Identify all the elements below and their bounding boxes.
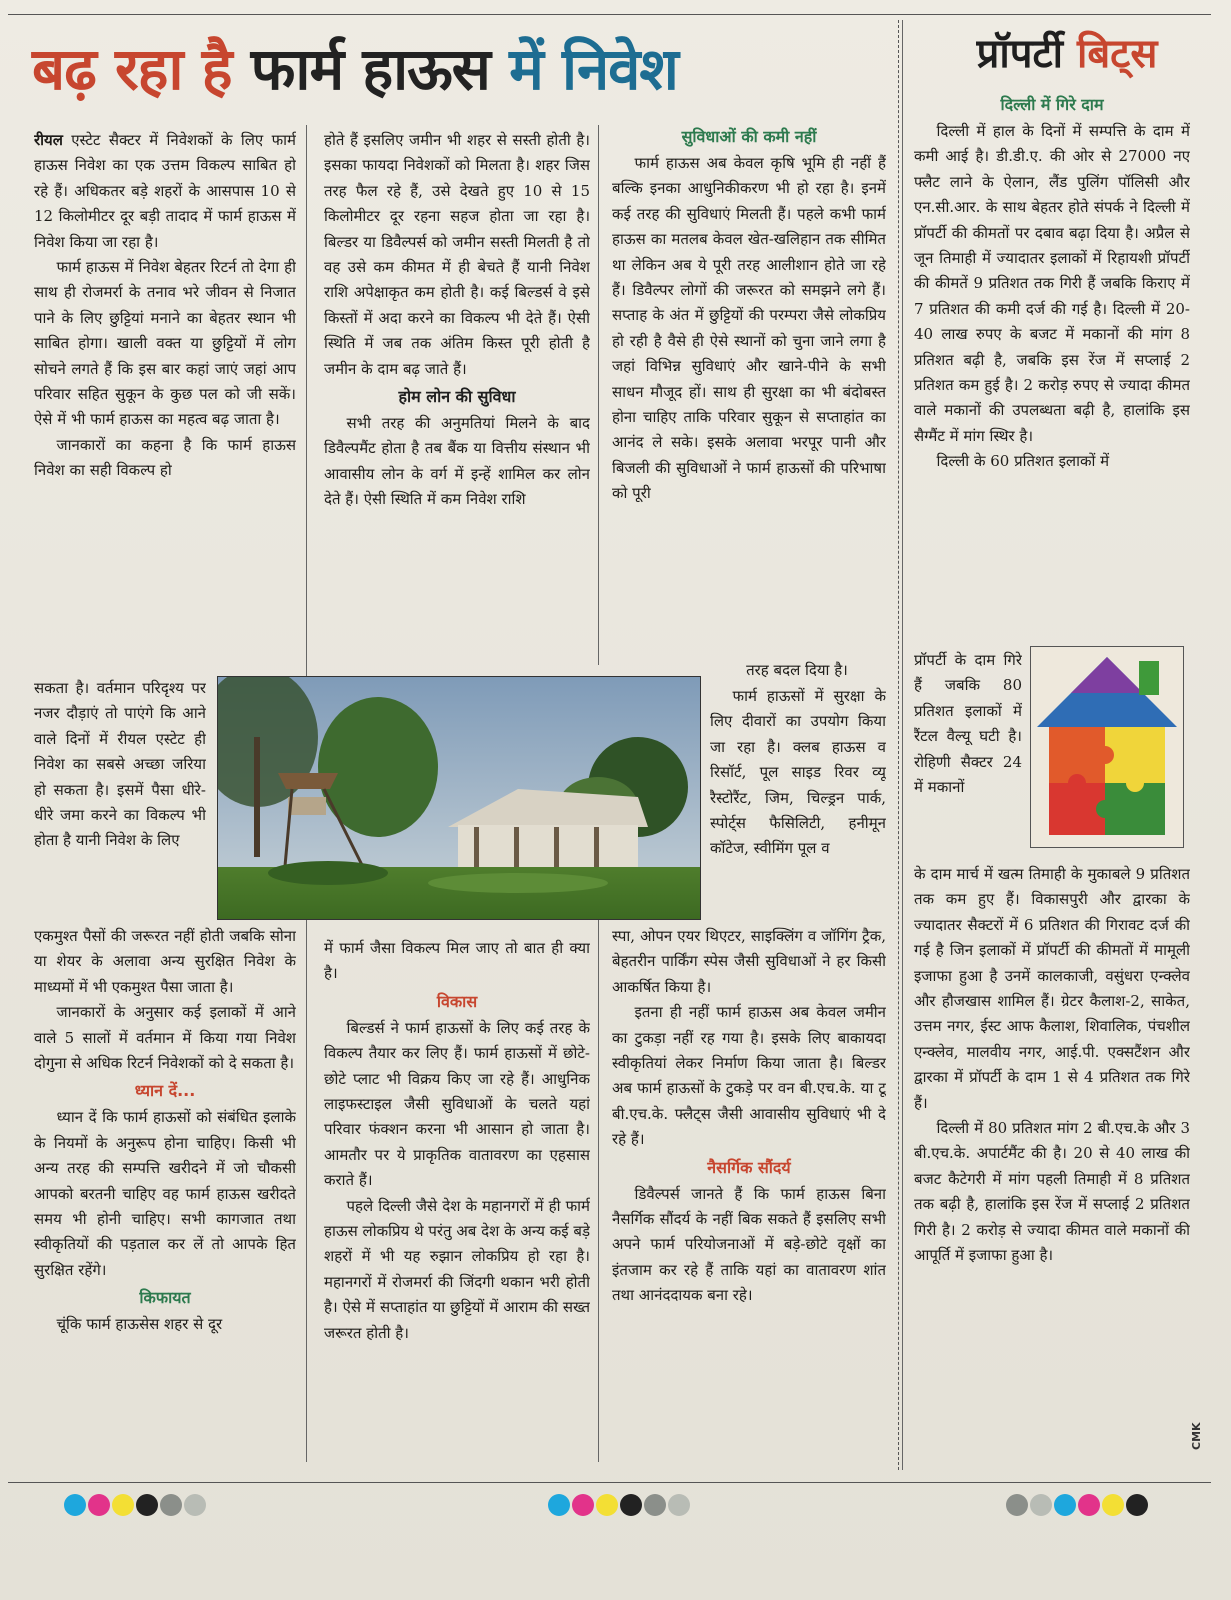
sidebar-para-2-rest: के दाम मार्च में खत्म तिमाही के मुकाबले 9 प्रतिशत तक कम हुए हैं। विकासपुरी और द्वारका के ज्यादातर सैक्टरों में 6 प्रतिशत की गिरावट दर्ज की गई है जिन इलाकों में प्रॉपर्टी की कीमतों में मामूली इजाफा हुआ है उनमें कालकाजी, वसुंधरा एन्क्लेव और हौजखास शामिल हैं। ग्रेटर कैलाश-2, साकेत, उत्तम नगर, ईस्ट आफ कैलाश, शिवालिक, पंचशील एन्क्लेव, मालवीय नगर, आई.पी. एक्सटैंशन और द्वारका में प्रॉपर्टी के दाम 1 से 4 प्रतिशत तक गिरे हैं। — [914, 865, 1190, 1112]
sidebar-para-3: दिल्ली में 80 प्रतिशत मांग 2 बी.एच.के और 3 बी.एच.के. अपार्टमैंट की है। 20 से 40 लाख की बजट कैटेगरी में मांग पहली तिमाही में 8 प्रतिशत तक बढ़ी है, हालांकि इस रेंज में सप्लाई 2 प्रतिशत गिरी है। 2 करोड़ से ज्यादा कीमत वाले मकानों की आपूर्ति में इजाफा हुआ है। — [914, 1119, 1190, 1265]
top-rule — [8, 14, 1211, 15]
dot-grey — [644, 1494, 666, 1516]
col2-subheading-vikas: विकास — [436, 991, 478, 1011]
col1-para-1 — [34, 128, 296, 255]
dot-light — [668, 1494, 690, 1516]
sidebar-subheading: दिल्ली में गिरे दाम — [1000, 95, 1104, 114]
col3-subheading-suvidha: सुविधाओं की कमी नहीं — [681, 127, 817, 146]
col1-subheading-kifayat: किफायत — [139, 1288, 191, 1308]
farmhouse-illustration — [218, 677, 700, 919]
col3-para-2-wrap: फार्म हाऊसों में सुरक्षा के लिए दीवारों का उपयोग किया जा रहा है। क्लब हाऊस व रिसॉर्ट, पूल साइड रिवर व्यू रैस्टोरैंट, जिम, चिल्ड्रन पार्क, स्पोर्ट्स फैसिलिटी, हनीमून कॉटेज, स्वीमिंग पूल व — [710, 687, 886, 858]
col1-para-3-wrap: सकता है। वर्तमान परिदृश्य पर नजर दौड़ाएं तो पाएंगे कि आने वाले दिनों में रीयल एस्टेट ही निवेश का सबसे अच्छा जरिया हो सकता है। इसमें पैसा धीरे-धीरे जमा करने का विकल्प भी होता है यानी निवेश के लिए — [34, 679, 206, 850]
divider-col1-lower — [306, 920, 307, 1462]
dot-light — [1030, 1494, 1052, 1516]
dot-black — [620, 1494, 642, 1516]
registration-dots-center — [548, 1494, 728, 1518]
dot-magenta — [88, 1494, 110, 1516]
dot-light — [184, 1494, 206, 1516]
dot-cyan — [548, 1494, 570, 1516]
column-1-bottom — [34, 924, 296, 1464]
puzzle-house-graphic — [1030, 646, 1184, 848]
print-mark: CMK — [1190, 1422, 1203, 1450]
col2-para-3: में फार्म जैसा विकल्प मिल जाए तो बात ही क्या है। — [324, 939, 590, 983]
divider-sidebar — [898, 20, 899, 1470]
dot-grey — [1006, 1494, 1028, 1516]
col2-para-2: सभी तरह की अनुमतियां मिलने के बाद डिवैल्पमैंट होता है तब बैंक या वित्तीय संस्थान भी आवासीय लोन के वर्ग में इन्हें शामिल कर लोन देते हैं। ऐसी स्थिति में कम निवेश राशि — [324, 414, 590, 509]
col2-subheading-home-loan: होम लोन की सुविधा — [398, 387, 516, 407]
col2-para-1: होते हैं इसलिए जमीन भी शहर से सस्ती होती है। इसका फायदा निवेशकों को मिलता है। शहर जिस तरह फैल रहे हैं, उसे देखते हुए 10 से 15 किलोमीटर दूर रहना सहज होता जा रहा है। बिल्डर या डिवैल्पर्स को जमीन सस्ती मिलती है तो वह उसे कम कीमत में ही बेचते हैं यानी निवेश राशि अपेक्षाकृत कम होती है। कई बिल्डर्स वे इसे किस्तों में अदा करने का विकल्प भी देते हैं। ऐसी स्थिति में जब तक अंतिम किस्त पूरी होती है जमीन के दाम बढ़ जाते हैं। — [324, 131, 590, 378]
column-3-end-line — [708, 658, 886, 684]
dot-yellow — [1102, 1494, 1124, 1516]
bottom-rule — [8, 1482, 1211, 1483]
col2-para-5: पहले दिल्ली जैसे देश के महानगरों में ही फार्म हाऊस लोकप्रिय थे परंतु अब देश के अन्य कई बड़े शहरों में भी यह रुझान लोकप्रिय हो रहा है। महानगरों में रोजमर्रा की जिंदगी थकान भरी होती है। ऐसे में सप्ताहांत या छुट्टियों में आराम की सख्त जरूरत होती है। — [324, 1196, 590, 1342]
column-1-wrap — [34, 676, 206, 922]
dot-magenta — [572, 1494, 594, 1516]
puzzle-house-icon — [1031, 647, 1183, 847]
dot-yellow — [596, 1494, 618, 1516]
col3-para-2-rest: स्पा, ओपन एयर थिएटर, साइक्लिंग व जॉगिंग ट्रैक, बेहतरीन पार्किंग स्पेस जैसी सुविधाओं ने हर किसी आकर्षित किया है। — [612, 927, 886, 996]
col1-lead-word: रीयल — [34, 131, 63, 149]
col3-subheading-naisargik: नैसर्गिक सौंदर्य — [707, 1157, 791, 1177]
headline — [32, 24, 892, 114]
col3-para-1: फार्म हाऊस अब केवल कृषि भूमि ही नहीं हैं बल्कि इनका आधुनिकीकरण भी हो रहा है। इनमें कई तरह की सुविधाएं मिलती हैं। पहले कभी फार्म हाऊस का मतलब केवल खेत-खलिहान तक सीमित था लेकिन अब ये पूरी तरह आलीशान होते जा रहे हैं। डिवैल्पर लोगों की जरूरत को समझने लगे हैं। सप्ताह के अंत में छुट्टियों की परम्परा जैसे लोकप्रिय हो रही है वैसे ही ऐसे स्थानों को चुना जाने लगा है जहां विभिन्न सुविधाएं और खाने-पीने के सभी साधन मौजूद हों। साथ ही सुरक्षा का भी बंदोबस्त होना चाहिए ताकि परिवार सुकून से सप्ताहांत का आनंद ले सके। इसके अलावा भरपूर पानी और बिजली की सुविधाओं ने फार्म हाऊसों की परिभाषा को पूरी — [612, 154, 886, 503]
headline-part-1: बढ़ रहा है — [32, 35, 232, 103]
divider-col1 — [306, 125, 307, 677]
column-3-bottom — [612, 924, 886, 1464]
column-1-top — [34, 128, 296, 674]
col1-para-3-top: जानकारों का कहना है कि फार्म हाऊस निवेश का सही विकल्प हो — [34, 435, 296, 480]
col1-para-5: ध्यान दें कि फार्म हाऊसों को संबंधित इलाके के नियमों के अनुरूप होना चाहिए। किसी भी अन्य तरह की सम्पत्ति खरीदने में जो चौकसी आपको बरतनी चाहिए वह फार्म हाऊस खरीदते समय भी होनी चाहिए। सभी कागजात तथा स्वीकृतियों की पड़ताल कर लें तो आपके हित सुरक्षित रहेंगे। — [34, 1108, 296, 1279]
dot-cyan — [1054, 1494, 1076, 1516]
sidebar-title — [912, 22, 1222, 86]
col1-para-6: चूंकि फार्म हाऊसेस शहर से दूर — [56, 1315, 223, 1334]
col3-para-3: इतना ही नहीं फार्म हाऊस अब केवल जमीन का टुकड़ा नहीं रह गया है। इसके लिए बाकायदा स्वीकृतियां लेकर निर्माण किया जाता है। बिल्डर अब फार्म हाऊसों के टुकड़े पर वन बी.एच.के. या टू बी.एच.के. फ्लैट्स जैसी आवासीय सुविधाएं भी दे रहे हैं। — [612, 1003, 886, 1149]
dot-cyan — [64, 1494, 86, 1516]
headline-part-3: में निवेश — [509, 35, 678, 103]
registration-dots-right — [1006, 1494, 1186, 1518]
col3-para-4: डिवैल्पर्स जानते हैं कि फार्म हाऊस बिना नैसर्गिक सौंदर्य के नहीं बिक सकते हैं इसलिए सभी अपने फार्म परियोजनाओं में बड़े-छोटे वृक्षों का इंतजाम कर रहे हैं ताकि यहां का वातावरण शांत तथा आनंददायक बना रहे। — [612, 1184, 886, 1305]
dot-magenta — [1078, 1494, 1100, 1516]
column-3-wrap — [710, 684, 886, 922]
col2-para-4: बिल्डर्स ने फार्म हाऊसों के लिए कई तरह के विकल्प तैयार कर लिए हैं। फार्म हाऊसों में छोटे-छोटे प्लाट भी विक्रय किए जा रहे हैं। आधुनिक लाइफस्टाइल जैसी सुविधाओं के चलते यहां परिवार फंक्शन करना भी आसान हो जाता है। आमतौर पर ये प्राकृतिक वातावरण का एहसास कराते हैं। — [324, 1018, 590, 1190]
sidebar-para-2-wrap: प्रॉपर्टी के दाम गिरे हैं जबकि 80 प्रतिशत इलाकों में रैंटल वैल्यू घटी है। रोहिणी सैक्टर 24 में मकानों — [914, 651, 1022, 797]
sidebar-title-black: प्रॉपर्टी — [976, 31, 1064, 77]
dot-grey — [160, 1494, 182, 1516]
col1-subheading-dhyan: ध्यान दें... — [134, 1081, 196, 1101]
column-2-bottom — [324, 936, 590, 1464]
dot-yellow — [112, 1494, 134, 1516]
sidebar-column — [914, 90, 1190, 652]
headline-part-2: फार्म हाऊस — [250, 35, 490, 103]
col3-para-1-end: तरह बदल दिया है। — [746, 661, 848, 679]
sidebar-para-2-top: दिल्ली के 60 प्रतिशत इलाकों में — [936, 452, 1110, 471]
sidebar-title-red: बिट्स — [1076, 31, 1158, 77]
divider-col2-lower — [598, 920, 599, 1462]
dot-black — [136, 1494, 158, 1516]
divider-col2 — [598, 125, 599, 665]
col1-para-4: जानकारों के अनुसार कई इलाकों में आने वाले 5 सालों में वर्तमान में किया गया निवेश दोगुना से अधिक रिटर्न निवेशकों को दे सकता है। — [34, 1003, 296, 1073]
column-3-top — [612, 122, 886, 680]
registration-dots-left — [64, 1494, 244, 1518]
col1-para-1-text: एस्टेट सैक्टर में निवेशकों के लिए फार्म हाऊस निवेश का एक उत्तम विकल्प साबित हो रहे हैं। अधिकतर बड़े शहरों के आसपास 10 से 12 किलोमीटर दूर बड़ी तादाद में फार्म हाऊस में निवेश किया जा रहा है। — [34, 131, 296, 251]
sidebar-wrap — [914, 648, 1022, 858]
sidebar-para-1: दिल्ली में हाल के दिनों में सम्पत्ति के दाम में कमी आई है। डी.डी.ए. की ओर से 27000 नए फ्लैट लाने के ऐलान, लैंड पुलिंग पॉलिसी और एन.सी.आर. के साथ बेहतर होते संपर्क ने दिल्ली में प्रॉपर्टी की कीमतों पर दबाव बढ़ा दिया है। अप्रैल से जून तिमाही में ज्यादातर इलाकों में रिहायशी प्रॉपर्टी की कीमतें 9 प्रतिशत तक गिरी हैं जबकि किराए में 7 प्रतिशत की कमी दर्ज की गई है। दिल्ली में 20-40 लाख रुपए के बजट में मकानों की मांग 8 प्रतिशत बढ़ी है, जबकि इस रेंज में सप्लाई 2 प्रतिशत कम हुई है। 2 करोड़ रुपए से ज्यादा कीमत वाले मकानों की उपलब्धता बढ़ी है, हालांकि इस सैग्मैंट में मांग स्थिर है। — [914, 122, 1190, 445]
divider-sidebar-2 — [902, 20, 903, 1470]
farmhouse-photo — [217, 676, 701, 920]
dot-black — [1126, 1494, 1148, 1516]
sidebar-column-bottom — [914, 862, 1190, 1466]
column-2-top — [324, 128, 590, 674]
col1-para-2: फार्म हाऊस में निवेश बेहतर रिटर्न तो देगा ही साथ ही रोजमर्रा के तनाव भरे जीवन से निजात पाने के लिए छुट्टियां मनाने का बेहतर स्थान भी साबित होगा। खाली वक्त या छुट्टियों में लोग सोचने लगते हैं कि इस बार कहां जाएं जहां आप परिवार सहित सुकून के कुछ पल को जी सकें। ऐसे में भी फार्म हाऊस का महत्व बढ़ जाता है। — [34, 258, 296, 429]
col1-para-3-rest: एकमुश्त पैसों की जरूरत नहीं होती जबकि सोना या शेयर के अलावा अन्य सुरक्षित निवेश के माध्यमों में भी एकमुश्त पैसा जाता है। — [34, 927, 296, 996]
